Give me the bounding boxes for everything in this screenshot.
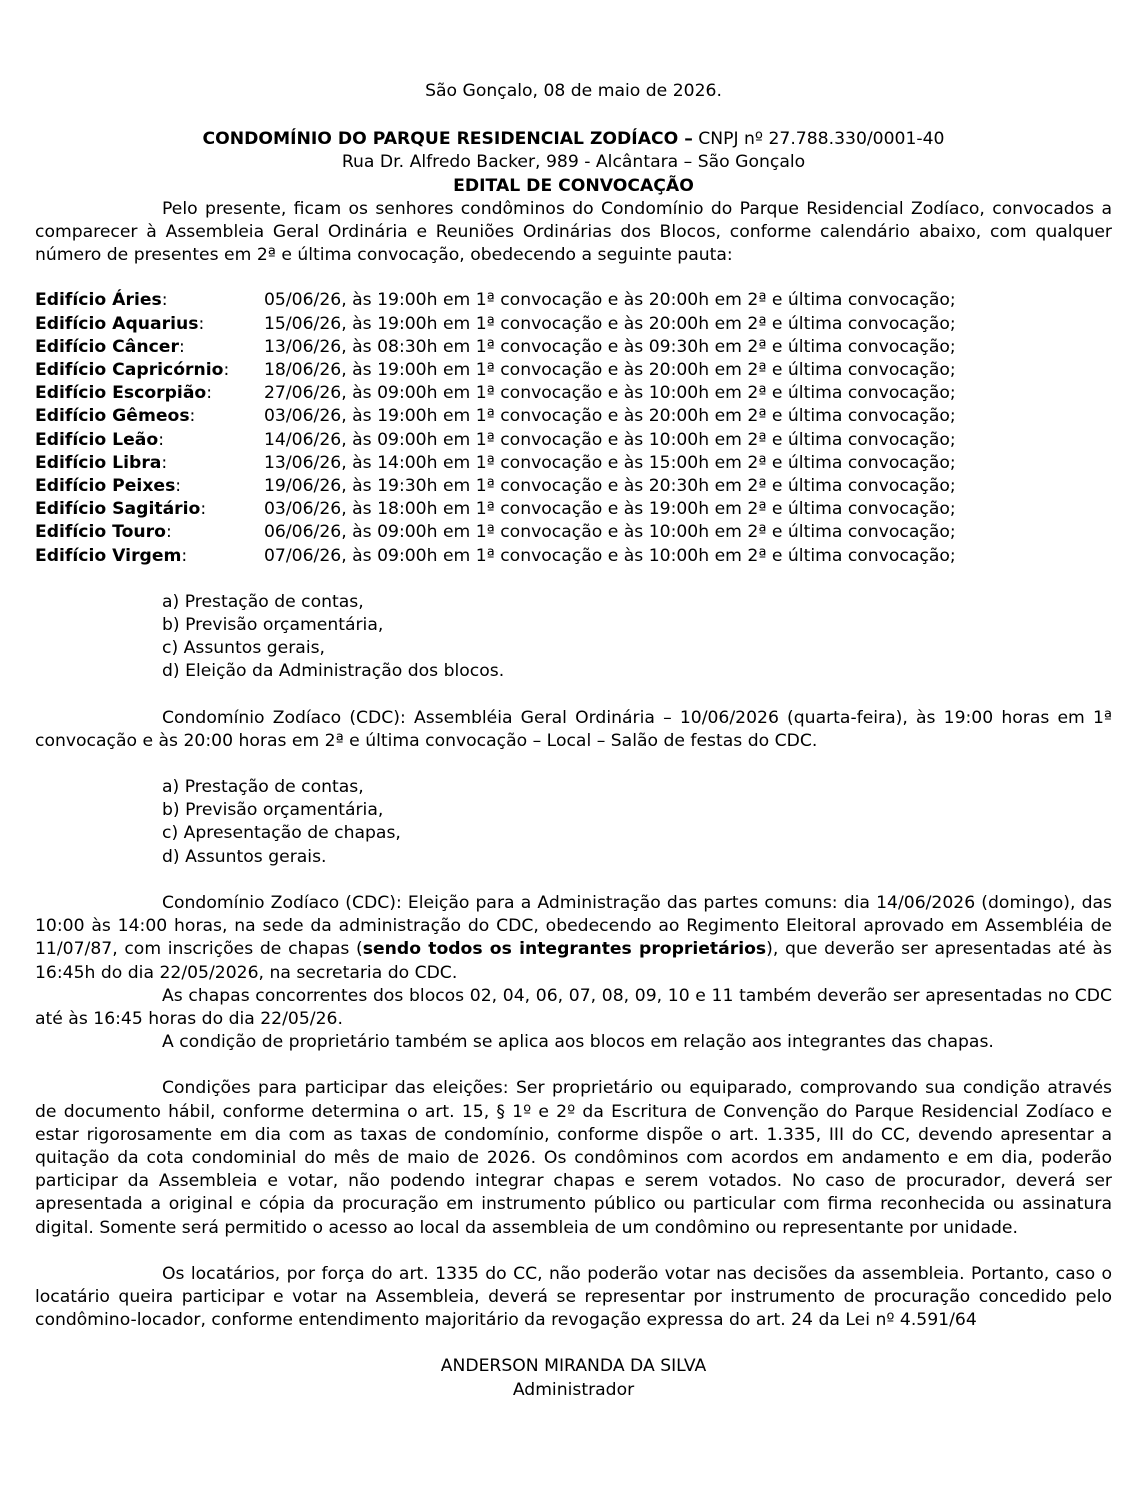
building-name: Edifício Câncer: xyxy=(35,336,185,357)
schedule-row xyxy=(35,382,1112,405)
schedule-row xyxy=(35,498,1112,521)
schedule-text: 07/06/26, às 09:00h em 1ª convocação e às 10:00h em 2ª e última convocação; xyxy=(264,545,956,566)
building-name: Edifício Libra: xyxy=(35,452,168,473)
building-name: Edifício Aquarius: xyxy=(35,313,205,334)
schedule-row xyxy=(35,452,1112,475)
schedule-row xyxy=(35,359,1112,382)
list-item: c) Assuntos gerais, xyxy=(162,638,326,659)
document-page xyxy=(35,80,1112,1402)
building-name: Edifício Leão: xyxy=(35,429,164,450)
cdc-assembly-paragraph: Condomínio Zodíaco (CDC): Assembléia Geral Ordinária – 10/06/2026 (quarta-feira), às 19:00 horas em 1ª convocação e às 20:00 horas em 2ª e última convocação – Local – Salão de festas do CDC. xyxy=(35,707,1112,751)
building-name: Edifício Áries: xyxy=(35,290,168,311)
document-title: EDITAL DE CONVOCAÇÃO xyxy=(453,175,694,196)
list-item: a) Prestação de contas, xyxy=(162,591,364,612)
signature-name: ANDERSON MIRANDA DA SILVA xyxy=(440,1356,707,1377)
schedule-row xyxy=(35,521,1112,544)
address: Rua Dr. Alfredo Backer, 989 - Alcântara – São Gonçalo xyxy=(341,152,806,173)
list-item: c) Apresentação de chapas, xyxy=(162,823,401,844)
chapas-paragraph: As chapas concorrentes dos blocos 02, 04, 06, 07, 08, 09, 10 e 11 também deverão ser apresentadas no CDC até às 16:45 horas do dia 22/05/26. xyxy=(35,985,1112,1029)
building-name: Edifício Capricórnio: xyxy=(35,360,230,381)
header-line xyxy=(35,128,1112,151)
schedule-row xyxy=(35,545,1112,568)
list-item: d) Assuntos gerais. xyxy=(162,846,327,867)
building-name: Edifício Sagitário: xyxy=(35,499,207,520)
building-name: Edifício Escorpião: xyxy=(35,383,213,404)
agenda-list-blocks xyxy=(35,591,1112,684)
list-item: a) Prestação de contas, xyxy=(162,777,364,798)
schedule-text: 03/06/26, às 18:00h em 1ª convocação e às 19:00h em 2ª e última convocação; xyxy=(264,499,956,520)
signature-role: Administrador xyxy=(512,1379,635,1400)
list-item: b) Previsão orçamentária, xyxy=(162,800,384,821)
schedule-text: 13/06/26, às 08:30h em 1ª convocação e às 09:30h em 2ª e última convocação; xyxy=(264,336,956,357)
building-name: Edifício Virgem: xyxy=(35,545,188,566)
intro-paragraph: Pelo presente, ficam os senhores condôminos do Condomínio do Parque Residencial Zodíaco, convocados a comparecer à Assembleia Geral Ordinária e Reuniões Ordinárias dos Blocos, conforme calendário abaixo, com qualquer número de presentes em 2ª e última convocação, obedecendo a seguinte pauta: xyxy=(35,198,1112,266)
schedule-text: 19/06/26, às 19:30h em 1ª convocação e às 20:30h em 2ª e última convocação; xyxy=(264,476,956,497)
schedule-text: 05/06/26, às 19:00h em 1ª convocação e às 20:00h em 2ª e última convocação; xyxy=(264,290,956,311)
schedule-row xyxy=(35,313,1112,336)
conditions-paragraph: Condições para participar das eleições: Ser proprietário ou equiparado, comprovando sua condição através de documento hábil, conforme determina o art. 15, § 1º e 2º da Escritura de Convenção do Parque Residencial Zodíaco e estar rigorosamente em dia com as taxas de condomínio, conforme dispõe o art. 1.335, III do CC, devendo apresentar a quitação da cota condominial do mês de maio de 2026. Os condôminos com acordos em andamento e em dia, poderão participar da Assembleia e votar, não podendo integrar chapas e serem votados. No caso de procurador, deverá ser apresentada a original e cópia da procuração em instrumento público ou particular com firma reconhecida ou assinatura digital. Somente será permitido o acesso ao local da assembleia de um condômino ou representante por unidade. xyxy=(35,1078,1112,1238)
schedule-text: 06/06/26, às 09:00h em 1ª convocação e às 10:00h em 2ª e última convocação; xyxy=(264,522,956,543)
agenda-list-cdc xyxy=(35,776,1112,869)
schedule-list xyxy=(35,289,1112,567)
tenants-paragraph: Os locatários, por força do art. 1335 do CC, não poderão votar nas decisões da assembleia. Portanto, caso o locatário queira participar e votar na Assembleia, deverá se representar por instrumento de procuração concedido pelo condômino-locador, conforme entendimento majoritário da revogação expressa do art. 24 da Lei nº 4.591/64 xyxy=(35,1263,1112,1331)
schedule-row xyxy=(35,289,1112,312)
list-item: d) Eleição da Administração dos blocos. xyxy=(162,661,505,682)
condo-name: CONDOMÍNIO DO PARQUE RESIDENCIAL ZODÍACO – xyxy=(202,129,693,150)
building-name: Edifício Touro: xyxy=(35,522,172,543)
schedule-text: 14/06/26, às 09:00h em 1ª convocação e às 10:00h em 2ª e última convocação; xyxy=(264,429,956,450)
schedule-text: 18/06/26, às 19:00h em 1ª convocação e às 20:00h em 2ª e última convocação; xyxy=(264,360,956,381)
schedule-row xyxy=(35,336,1112,359)
list-item: b) Previsão orçamentária, xyxy=(162,615,384,636)
schedule-row xyxy=(35,405,1112,428)
schedule-text: 27/06/26, às 09:00h em 1ª convocação e às 10:00h em 2ª e última convocação; xyxy=(264,383,956,404)
election-paragraph: Condomínio Zodíaco (CDC): Eleição para a Administração das partes comuns: dia 14/06/2026 (domingo), das 10:00 às 14:00 horas, na sede da administração do CDC, obedecendo ao Regimento Eleitoral aprovado em Assembléia de 11/07/87, com inscrições de chapas (sendo todos os integrantes proprietários), que deverão ser apresentadas até às 16:45h do dia 22/05/2026, na secretaria do CDC. xyxy=(35,892,1112,983)
schedule-text: 13/06/26, às 14:00h em 1ª convocação e às 15:00h em 2ª e última convocação; xyxy=(264,452,956,473)
schedule-row xyxy=(35,429,1112,452)
building-name: Edifício Peixes: xyxy=(35,476,182,497)
building-name: Edifício Gêmeos: xyxy=(35,406,196,427)
schedule-row xyxy=(35,475,1112,498)
schedule-text: 15/06/26, às 19:00h em 1ª convocação e às 20:00h em 2ª e última convocação; xyxy=(264,313,956,334)
owner-condition-paragraph: A condição de proprietário também se aplica aos blocos em relação aos integrantes das chapas. xyxy=(162,1032,994,1053)
owners-emphasis: sendo todos os integrantes proprietários xyxy=(362,939,767,960)
cnpj: CNPJ nº 27.788.330/0001-40 xyxy=(692,129,945,150)
schedule-text: 03/06/26, às 19:00h em 1ª convocação e às 20:00h em 2ª e última convocação; xyxy=(264,406,956,427)
date-line: São Gonçalo, 08 de maio de 2026. xyxy=(425,81,722,101)
